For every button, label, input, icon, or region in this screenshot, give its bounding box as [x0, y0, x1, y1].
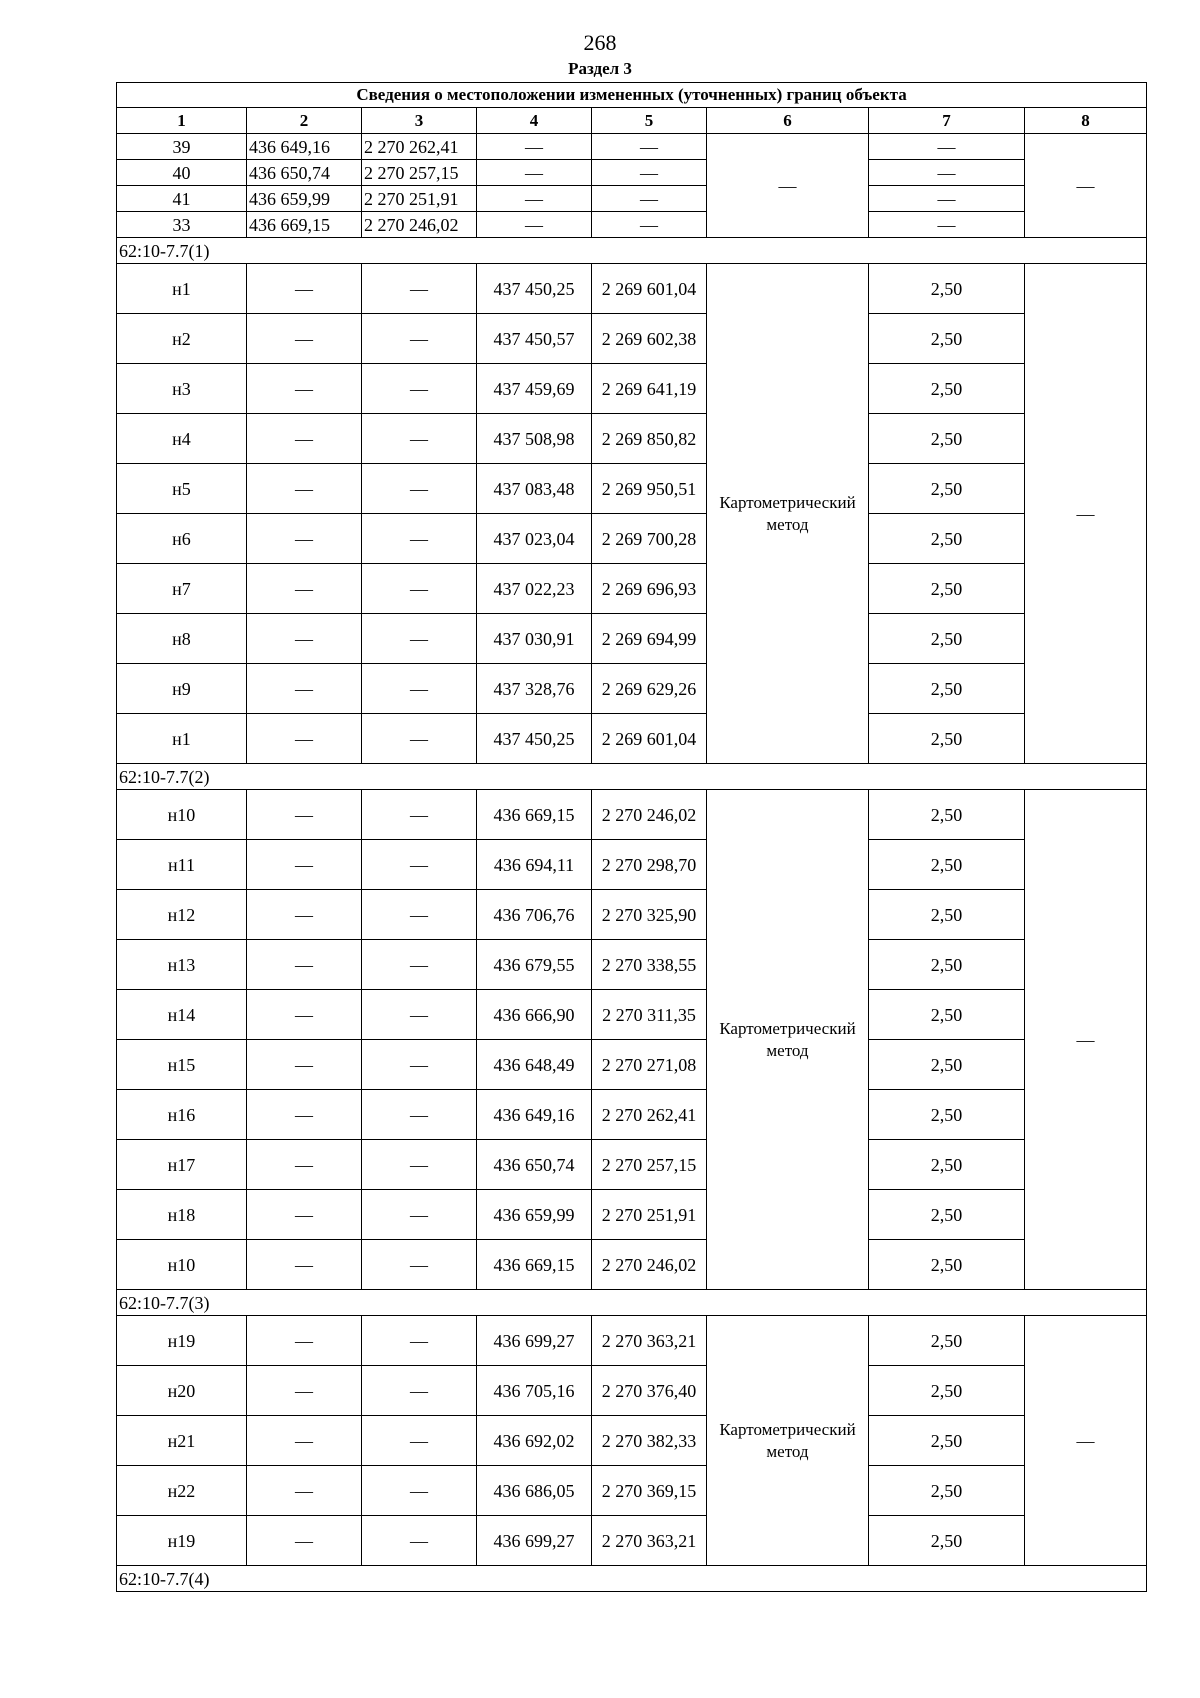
- table-row: [117, 1040, 1147, 1090]
- part-label-row: [117, 238, 1147, 264]
- coord-y-cell: 2 270 257,15: [362, 160, 477, 186]
- point-name-cell: н4: [117, 414, 247, 464]
- coord-y-cell: —: [362, 1316, 477, 1366]
- part-label-row: [117, 1290, 1147, 1316]
- new-coord-y-cell: —: [592, 160, 707, 186]
- point-name-cell: н20: [117, 1366, 247, 1416]
- table-row: [117, 186, 1147, 212]
- coord-y-cell: —: [362, 1416, 477, 1466]
- new-coord-x-cell: 436 699,27: [477, 1516, 592, 1566]
- coord-x-cell: —: [247, 414, 362, 464]
- column-number: 4: [477, 108, 592, 134]
- new-coord-y-cell: 2 269 850,82: [592, 414, 707, 464]
- precision-cell: 2,50: [869, 564, 1025, 614]
- new-coord-y-cell: 2 270 325,90: [592, 890, 707, 940]
- table-row: [117, 264, 1147, 314]
- coord-y-cell: —: [362, 1040, 477, 1090]
- coord-y-cell: —: [362, 514, 477, 564]
- point-name-cell: 40: [117, 160, 247, 186]
- column-number: 3: [362, 108, 477, 134]
- point-name-cell: н5: [117, 464, 247, 514]
- table-row: [117, 514, 1147, 564]
- coord-x-cell: —: [247, 1516, 362, 1566]
- coord-y-cell: 2 270 246,02: [362, 212, 477, 238]
- new-coord-y-cell: 2 269 601,04: [592, 264, 707, 314]
- precision-cell: 2,50: [869, 314, 1025, 364]
- new-coord-x-cell: 436 686,05: [477, 1466, 592, 1516]
- part-label: 62:10-7.7(1): [117, 238, 1147, 264]
- coord-x-cell: —: [247, 264, 362, 314]
- new-coord-y-cell: 2 270 363,21: [592, 1516, 707, 1566]
- new-coord-x-cell: 437 459,69: [477, 364, 592, 414]
- new-coord-y-cell: 2 269 601,04: [592, 714, 707, 764]
- point-name-cell: н12: [117, 890, 247, 940]
- coord-y-cell: —: [362, 790, 477, 840]
- coord-y-cell: —: [362, 840, 477, 890]
- precision-cell: 2,50: [869, 364, 1025, 414]
- table-row: [117, 314, 1147, 364]
- new-coord-x-cell: —: [477, 160, 592, 186]
- new-coord-x-cell: 436 706,76: [477, 890, 592, 940]
- new-coord-y-cell: 2 270 376,40: [592, 1366, 707, 1416]
- point-name-cell: н10: [117, 1240, 247, 1290]
- precision-cell: 2,50: [869, 264, 1025, 314]
- coord-y-cell: —: [362, 940, 477, 990]
- note-cell: —: [1025, 790, 1147, 1290]
- coord-y-cell: —: [362, 990, 477, 1040]
- table-row: [117, 1090, 1147, 1140]
- coord-x-cell: —: [247, 1140, 362, 1190]
- new-coord-x-cell: 437 030,91: [477, 614, 592, 664]
- precision-cell: 2,50: [869, 1416, 1025, 1466]
- coord-x-cell: —: [247, 1040, 362, 1090]
- coord-x-cell: —: [247, 514, 362, 564]
- table-row: [117, 940, 1147, 990]
- new-coord-x-cell: 436 694,11: [477, 840, 592, 890]
- table-row: [117, 1416, 1147, 1466]
- new-coord-x-cell: —: [477, 134, 592, 160]
- new-coord-y-cell: 2 269 696,93: [592, 564, 707, 614]
- point-name-cell: н11: [117, 840, 247, 890]
- point-name-cell: н19: [117, 1316, 247, 1366]
- precision-cell: 2,50: [869, 1090, 1025, 1140]
- precision-cell: 2,50: [869, 1516, 1025, 1566]
- new-coord-y-cell: 2 269 694,99: [592, 614, 707, 664]
- table-title-row: [117, 83, 1147, 108]
- column-number: 7: [869, 108, 1025, 134]
- table-row: [117, 1316, 1147, 1366]
- coord-x-cell: —: [247, 940, 362, 990]
- coord-x-cell: —: [247, 1366, 362, 1416]
- point-name-cell: н1: [117, 714, 247, 764]
- coord-x-cell: 436 669,15: [247, 212, 362, 238]
- point-name-cell: н10: [117, 790, 247, 840]
- table-title: Сведения о местоположении измененных (уточненных) границ объекта: [117, 83, 1147, 108]
- precision-cell: 2,50: [869, 714, 1025, 764]
- coord-x-cell: —: [247, 614, 362, 664]
- point-name-cell: н16: [117, 1090, 247, 1140]
- new-coord-x-cell: 436 705,16: [477, 1366, 592, 1416]
- coord-y-cell: —: [362, 714, 477, 764]
- coord-y-cell: —: [362, 1140, 477, 1190]
- precision-cell: 2,50: [869, 514, 1025, 564]
- table-row: [117, 664, 1147, 714]
- coord-y-cell: —: [362, 1516, 477, 1566]
- precision-cell: 2,50: [869, 1316, 1025, 1366]
- coord-y-cell: —: [362, 1090, 477, 1140]
- coord-y-cell: —: [362, 1240, 477, 1290]
- coord-y-cell: —: [362, 890, 477, 940]
- coord-y-cell: —: [362, 564, 477, 614]
- new-coord-x-cell: 437 023,04: [477, 514, 592, 564]
- new-coord-y-cell: 2 270 382,33: [592, 1416, 707, 1466]
- new-coord-y-cell: 2 269 950,51: [592, 464, 707, 514]
- coord-x-cell: —: [247, 1240, 362, 1290]
- table-row: [117, 1366, 1147, 1416]
- new-coord-y-cell: —: [592, 186, 707, 212]
- point-name-cell: н9: [117, 664, 247, 714]
- part-label: 62:10-7.7(4): [117, 1566, 1147, 1592]
- new-coord-y-cell: 2 270 251,91: [592, 1190, 707, 1240]
- coord-y-cell: —: [362, 264, 477, 314]
- page-number: 268: [583, 30, 617, 55]
- precision-cell: 2,50: [869, 790, 1025, 840]
- new-coord-y-cell: 2 270 246,02: [592, 1240, 707, 1290]
- column-number-row: [117, 108, 1147, 134]
- point-name-cell: н3: [117, 364, 247, 414]
- note-cell: —: [1025, 264, 1147, 764]
- part-label-row: [117, 764, 1147, 790]
- new-coord-x-cell: 437 083,48: [477, 464, 592, 514]
- point-name-cell: н6: [117, 514, 247, 564]
- column-number: 5: [592, 108, 707, 134]
- coord-x-cell: —: [247, 664, 362, 714]
- precision-cell: —: [869, 186, 1025, 212]
- coord-x-cell: —: [247, 1190, 362, 1240]
- precision-cell: 2,50: [869, 1466, 1025, 1516]
- precision-cell: 2,50: [869, 1240, 1025, 1290]
- point-name-cell: н22: [117, 1466, 247, 1516]
- coord-y-cell: 2 270 251,91: [362, 186, 477, 212]
- precision-cell: 2,50: [869, 664, 1025, 714]
- precision-cell: 2,50: [869, 464, 1025, 514]
- column-number: 1: [117, 108, 247, 134]
- coord-y-cell: —: [362, 1466, 477, 1516]
- precision-cell: 2,50: [869, 840, 1025, 890]
- precision-cell: 2,50: [869, 890, 1025, 940]
- new-coord-x-cell: —: [477, 186, 592, 212]
- new-coord-y-cell: 2 269 602,38: [592, 314, 707, 364]
- coord-y-cell: —: [362, 414, 477, 464]
- precision-cell: —: [869, 212, 1025, 238]
- new-coord-y-cell: 2 270 298,70: [592, 840, 707, 890]
- table-row: [117, 564, 1147, 614]
- coord-x-cell: 436 650,74: [247, 160, 362, 186]
- new-coord-y-cell: —: [592, 134, 707, 160]
- part-label-row: [117, 1566, 1147, 1592]
- coord-y-cell: —: [362, 464, 477, 514]
- table-row: [117, 1190, 1147, 1240]
- precision-cell: 2,50: [869, 940, 1025, 990]
- table-row: [117, 890, 1147, 940]
- coord-x-cell: —: [247, 464, 362, 514]
- coord-y-cell: —: [362, 614, 477, 664]
- method-cell: Картометрический метод: [707, 264, 869, 764]
- coord-x-cell: —: [247, 564, 362, 614]
- boundary-table: [116, 82, 1147, 1592]
- column-number: 6: [707, 108, 869, 134]
- new-coord-x-cell: 436 679,55: [477, 940, 592, 990]
- point-name-cell: н18: [117, 1190, 247, 1240]
- table-row: [117, 790, 1147, 840]
- table-row: [117, 990, 1147, 1040]
- new-coord-x-cell: 436 650,74: [477, 1140, 592, 1190]
- column-number: 2: [247, 108, 362, 134]
- new-coord-y-cell: 2 270 338,55: [592, 940, 707, 990]
- coord-y-cell: 2 270 262,41: [362, 134, 477, 160]
- method-cell: Картометрический метод: [707, 790, 869, 1290]
- table-row: [117, 364, 1147, 414]
- coord-x-cell: —: [247, 840, 362, 890]
- new-coord-x-cell: 436 666,90: [477, 990, 592, 1040]
- point-name-cell: н21: [117, 1416, 247, 1466]
- table-row: [117, 614, 1147, 664]
- new-coord-y-cell: 2 270 271,08: [592, 1040, 707, 1090]
- coord-x-cell: —: [247, 890, 362, 940]
- coord-x-cell: —: [247, 1090, 362, 1140]
- point-name-cell: 33: [117, 212, 247, 238]
- table-row: [117, 212, 1147, 238]
- coord-x-cell: —: [247, 990, 362, 1040]
- method-cell: —: [707, 134, 869, 238]
- table-row: [117, 160, 1147, 186]
- precision-cell: 2,50: [869, 614, 1025, 664]
- new-coord-y-cell: 2 269 641,19: [592, 364, 707, 414]
- coord-y-cell: —: [362, 1366, 477, 1416]
- section-title: Раздел 3: [568, 59, 632, 78]
- coord-x-cell: —: [247, 1466, 362, 1516]
- precision-cell: —: [869, 134, 1025, 160]
- new-coord-y-cell: 2 270 363,21: [592, 1316, 707, 1366]
- table-row: [117, 1516, 1147, 1566]
- coord-x-cell: —: [247, 364, 362, 414]
- coord-y-cell: —: [362, 364, 477, 414]
- coord-x-cell: —: [247, 714, 362, 764]
- point-name-cell: н7: [117, 564, 247, 614]
- point-name-cell: 41: [117, 186, 247, 212]
- new-coord-x-cell: 437 450,25: [477, 264, 592, 314]
- new-coord-x-cell: 436 669,15: [477, 1240, 592, 1290]
- precision-cell: 2,50: [869, 1190, 1025, 1240]
- table-row: [117, 840, 1147, 890]
- point-name-cell: н14: [117, 990, 247, 1040]
- point-name-cell: н1: [117, 264, 247, 314]
- new-coord-x-cell: 436 649,16: [477, 1090, 592, 1140]
- new-coord-y-cell: 2 270 262,41: [592, 1090, 707, 1140]
- coord-x-cell: —: [247, 314, 362, 364]
- new-coord-x-cell: 437 508,98: [477, 414, 592, 464]
- column-number: 8: [1025, 108, 1147, 134]
- new-coord-x-cell: 436 659,99: [477, 1190, 592, 1240]
- coord-x-cell: —: [247, 790, 362, 840]
- new-coord-x-cell: 436 648,49: [477, 1040, 592, 1090]
- coord-x-cell: —: [247, 1416, 362, 1466]
- precision-cell: —: [869, 160, 1025, 186]
- coord-x-cell: 436 659,99: [247, 186, 362, 212]
- new-coord-x-cell: —: [477, 212, 592, 238]
- coord-y-cell: —: [362, 1190, 477, 1240]
- coord-x-cell: —: [247, 1316, 362, 1366]
- precision-cell: 2,50: [869, 990, 1025, 1040]
- point-name-cell: н13: [117, 940, 247, 990]
- note-cell: —: [1025, 134, 1147, 238]
- point-name-cell: 39: [117, 134, 247, 160]
- new-coord-x-cell: 437 450,25: [477, 714, 592, 764]
- table-row: [117, 464, 1147, 514]
- new-coord-x-cell: 437 022,23: [477, 564, 592, 614]
- coord-y-cell: —: [362, 664, 477, 714]
- new-coord-x-cell: 437 328,76: [477, 664, 592, 714]
- precision-cell: 2,50: [869, 1366, 1025, 1416]
- new-coord-x-cell: 436 699,27: [477, 1316, 592, 1366]
- coord-y-cell: —: [362, 314, 477, 364]
- new-coord-x-cell: 436 692,02: [477, 1416, 592, 1466]
- new-coord-y-cell: —: [592, 212, 707, 238]
- note-cell: —: [1025, 1316, 1147, 1566]
- table-row: [117, 1140, 1147, 1190]
- part-label: 62:10-7.7(2): [117, 764, 1147, 790]
- point-name-cell: н19: [117, 1516, 247, 1566]
- point-name-cell: н2: [117, 314, 247, 364]
- part-label: 62:10-7.7(3): [117, 1290, 1147, 1316]
- table-row: [117, 134, 1147, 160]
- precision-cell: 2,50: [869, 1140, 1025, 1190]
- point-name-cell: н15: [117, 1040, 247, 1090]
- coord-x-cell: 436 649,16: [247, 134, 362, 160]
- new-coord-y-cell: 2 269 700,28: [592, 514, 707, 564]
- new-coord-y-cell: 2 270 311,35: [592, 990, 707, 1040]
- new-coord-y-cell: 2 270 257,15: [592, 1140, 707, 1190]
- precision-cell: 2,50: [869, 414, 1025, 464]
- point-name-cell: н17: [117, 1140, 247, 1190]
- table-row: [117, 1240, 1147, 1290]
- new-coord-x-cell: 436 669,15: [477, 790, 592, 840]
- table-row: [117, 414, 1147, 464]
- new-coord-y-cell: 2 270 246,02: [592, 790, 707, 840]
- table-row: [117, 714, 1147, 764]
- table-row: [117, 1466, 1147, 1516]
- new-coord-y-cell: 2 269 629,26: [592, 664, 707, 714]
- point-name-cell: н8: [117, 614, 247, 664]
- method-cell: Картометрический метод: [707, 1316, 869, 1566]
- new-coord-y-cell: 2 270 369,15: [592, 1466, 707, 1516]
- precision-cell: 2,50: [869, 1040, 1025, 1090]
- new-coord-x-cell: 437 450,57: [477, 314, 592, 364]
